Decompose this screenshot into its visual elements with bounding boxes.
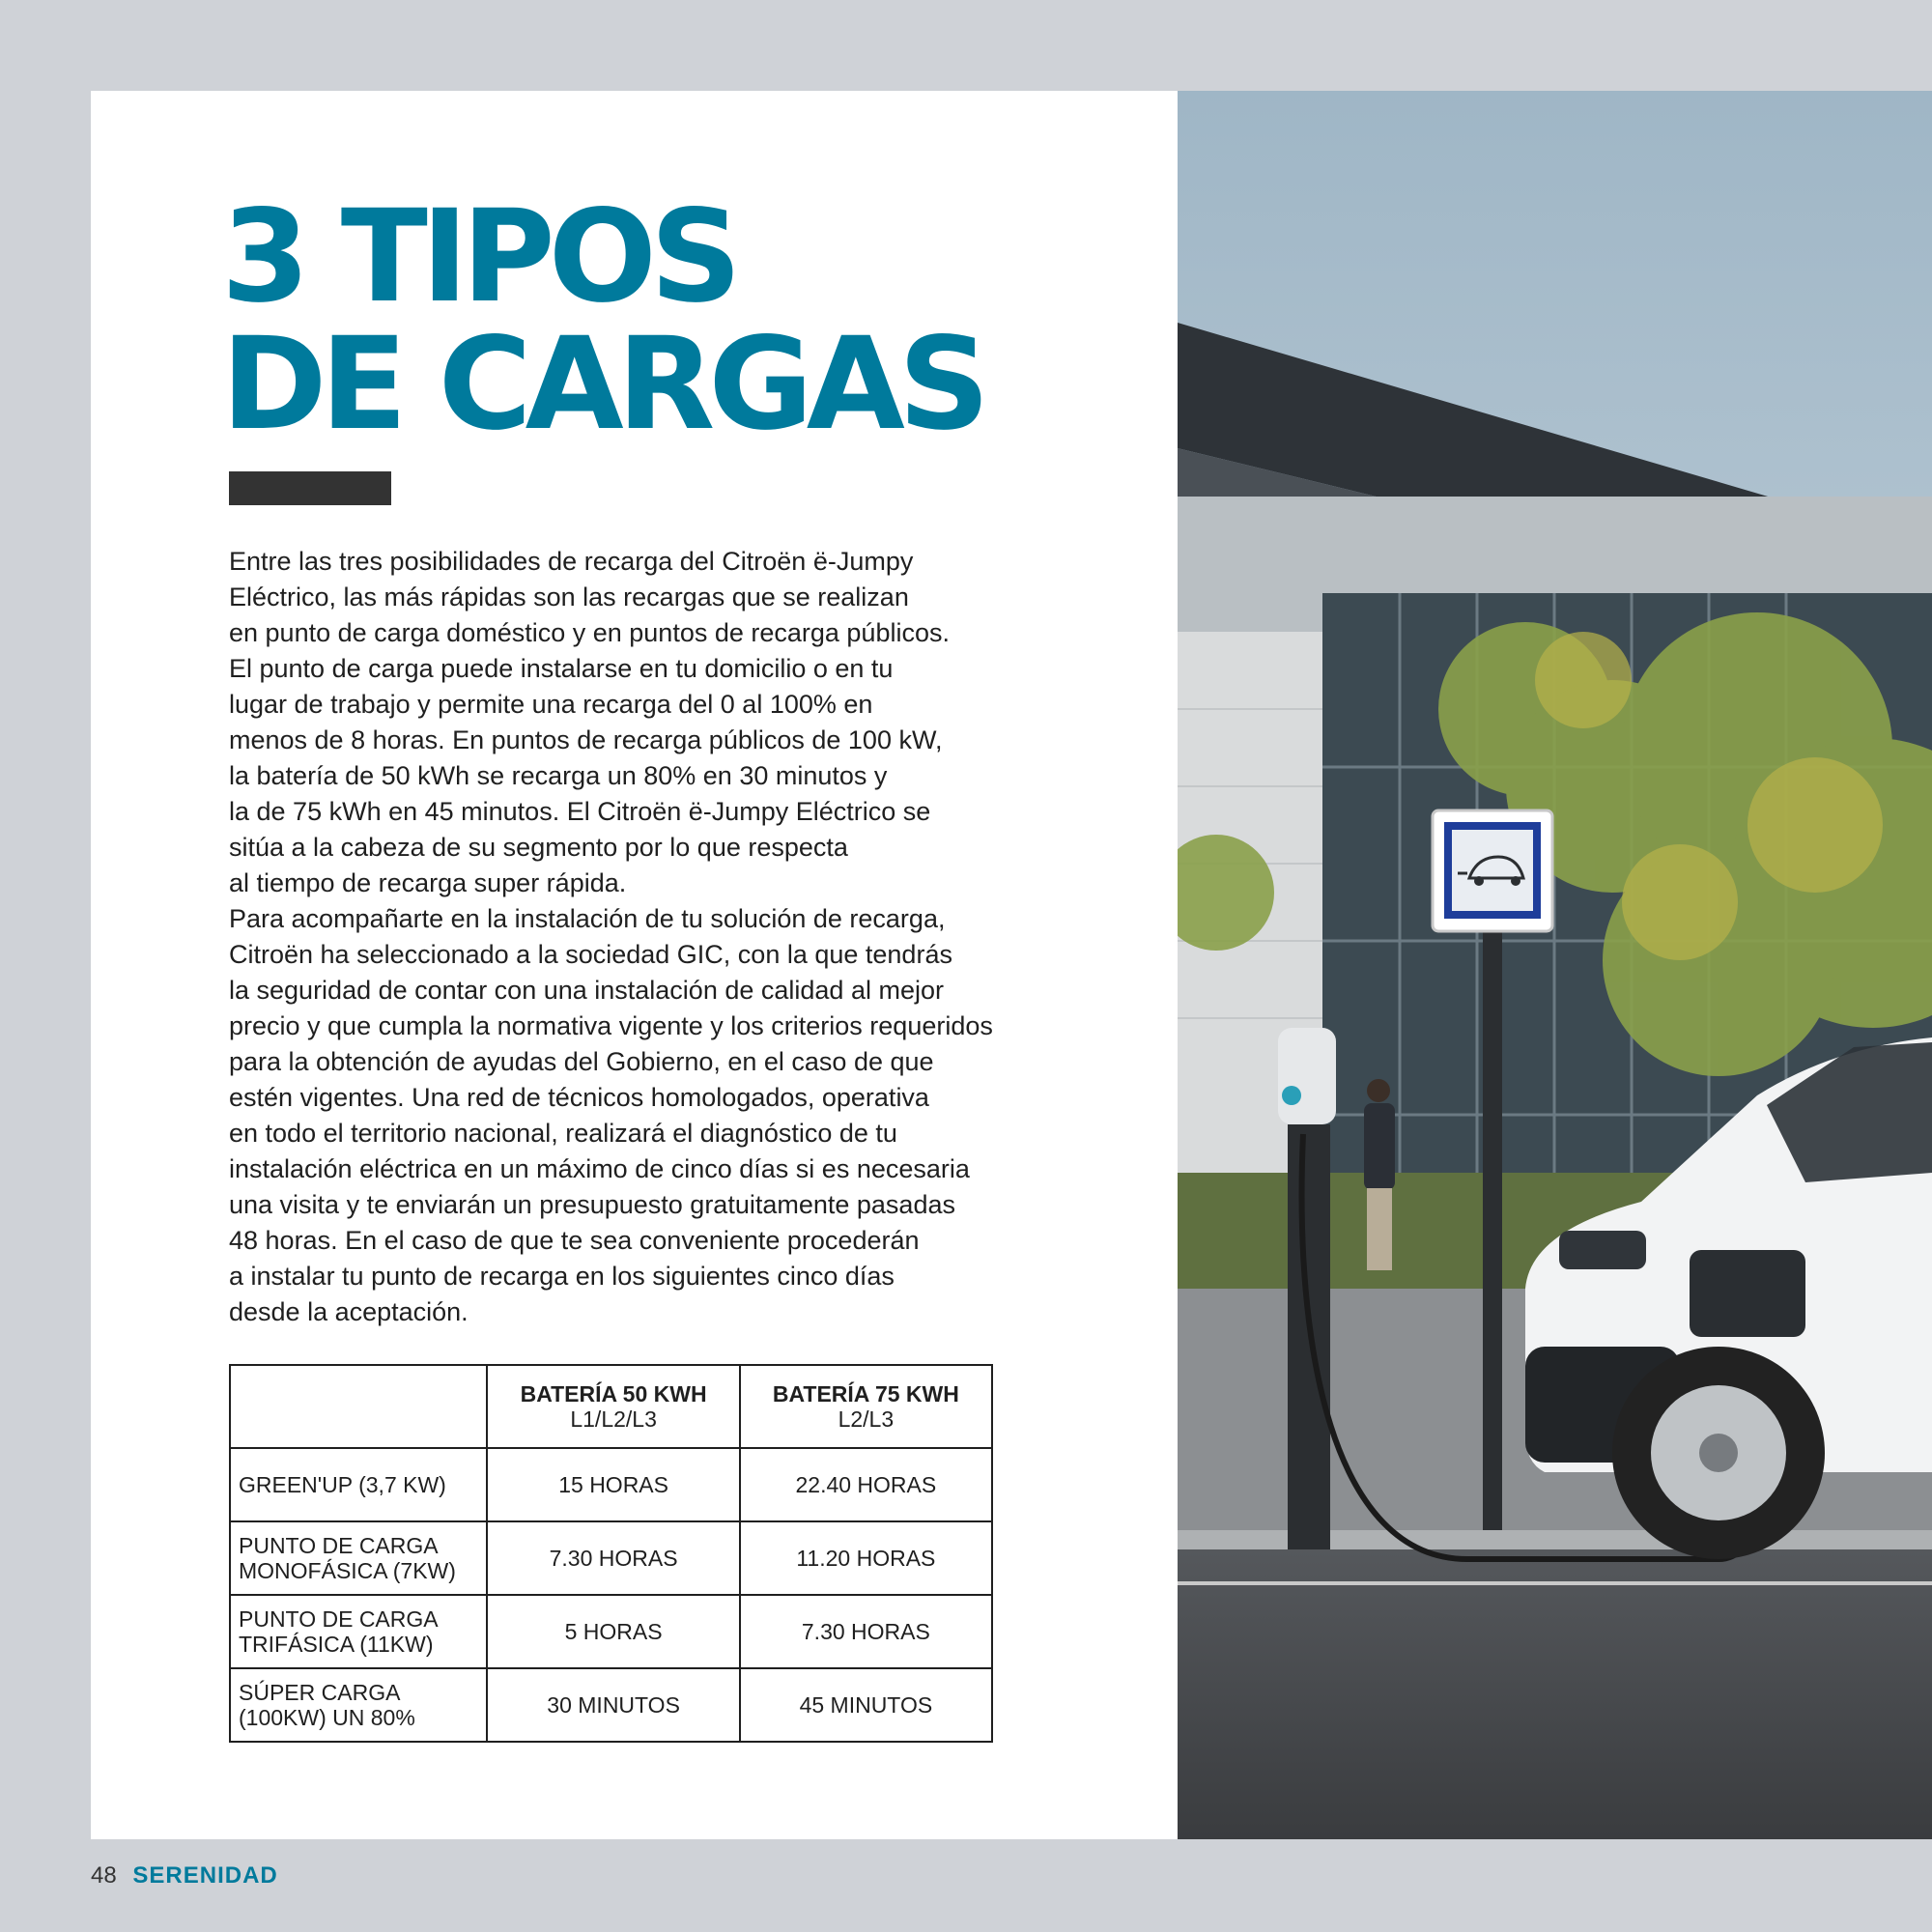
row-label: GREEN'UP (3,7 KW) (230, 1448, 487, 1521)
table-header-battery-75 (740, 1365, 992, 1448)
page-title (221, 183, 1091, 459)
table-cell: 5 HORAS (487, 1595, 739, 1668)
table-header-row (230, 1365, 992, 1448)
charging-times-table (229, 1364, 993, 1743)
page-number: 48 (91, 1862, 117, 1889)
body-text (229, 544, 1002, 1330)
table-row (230, 1668, 992, 1742)
table-row (230, 1595, 992, 1668)
table-row (230, 1448, 992, 1521)
table-cell: 7.30 HORAS (487, 1521, 739, 1595)
photo-illustration (1178, 91, 1932, 1839)
page-footer (91, 1862, 278, 1889)
road (1178, 1549, 1932, 1839)
row-label: SÚPER CARGA (100KW) UN 80% (230, 1668, 487, 1742)
paragraph-1: Entre las tres posibilidades de recarga del Citroën ë-Jumpy Eléctrico, las más rápidas son las recargas que se realizan en punto de carga doméstico y en puntos de recarga públicos. El punto de carga puede instalarse en tu domicilio o en tu lugar de trabajo y permite una recarga del 0 al 100% en menos de 8 horas. En puntos de recarga públicos de 100 kW, la batería de 50 kWh se recarga un 80% en 30 minutos y la de 75 kWh en 45 minutos. El Citroën ë-Jumpy Eléctrico se sitúa a la cabeza de su segmento por lo que respecta al tiempo de recarga super rápida. (229, 547, 950, 897)
table-row (230, 1521, 992, 1595)
header-main: BATERÍA 75 KWH (772, 1381, 959, 1406)
table-cell: 45 MINUTOS (740, 1668, 992, 1742)
row-label: PUNTO DE CARGA TRIFÁSICA (11KW) (230, 1595, 487, 1668)
table-header-battery-50 (487, 1365, 739, 1448)
header-sub: L1/L2/L3 (570, 1406, 657, 1432)
table-cell: 15 HORAS (487, 1448, 739, 1521)
paragraph-2: Para acompañarte en la instalación de tu solución de recarga, Citroën ha seleccionado a la sociedad GIC, con la que tendrás la seguridad de contar con una instalación de calidad al mejor precio y que cumpla la normativa vigente y los criterios requeridos para la obtención de ayudas del Gobierno, en el caso de que estén vigentes. Una red de técnicos homologados, operativa en todo el territorio nacional, realizará el diagnóstico de tu instalación eléctrica en un máximo de cinco días si es necesaria una visita y te enviarán un presupuesto gratuitamente pasadas 48 horas. En el caso de que te sea conveniente procederán a instalar tu punto de recarga en los siguientes cinco días desde la aceptación. (229, 904, 993, 1326)
title-line-1: 3 TIPOS (221, 183, 735, 331)
header-main: BATERÍA 50 KWH (520, 1381, 707, 1406)
table-cell: 30 MINUTOS (487, 1668, 739, 1742)
title-divider-bar (229, 471, 391, 505)
pedestrian (1364, 1079, 1395, 1270)
section-name: SERENIDAD (132, 1862, 278, 1889)
row-label: PUNTO DE CARGA MONOFÁSICA (7KW) (230, 1521, 487, 1595)
van-charging-photo (1178, 91, 1932, 1839)
table-cell: 7.30 HORAS (740, 1595, 992, 1668)
title-line-2: DE CARGAS (221, 310, 983, 459)
table-cell: 11.20 HORAS (740, 1521, 992, 1595)
header-sub: L2/L3 (838, 1406, 895, 1432)
table-cell: 22.40 HORAS (740, 1448, 992, 1521)
table-header-empty (230, 1365, 487, 1448)
